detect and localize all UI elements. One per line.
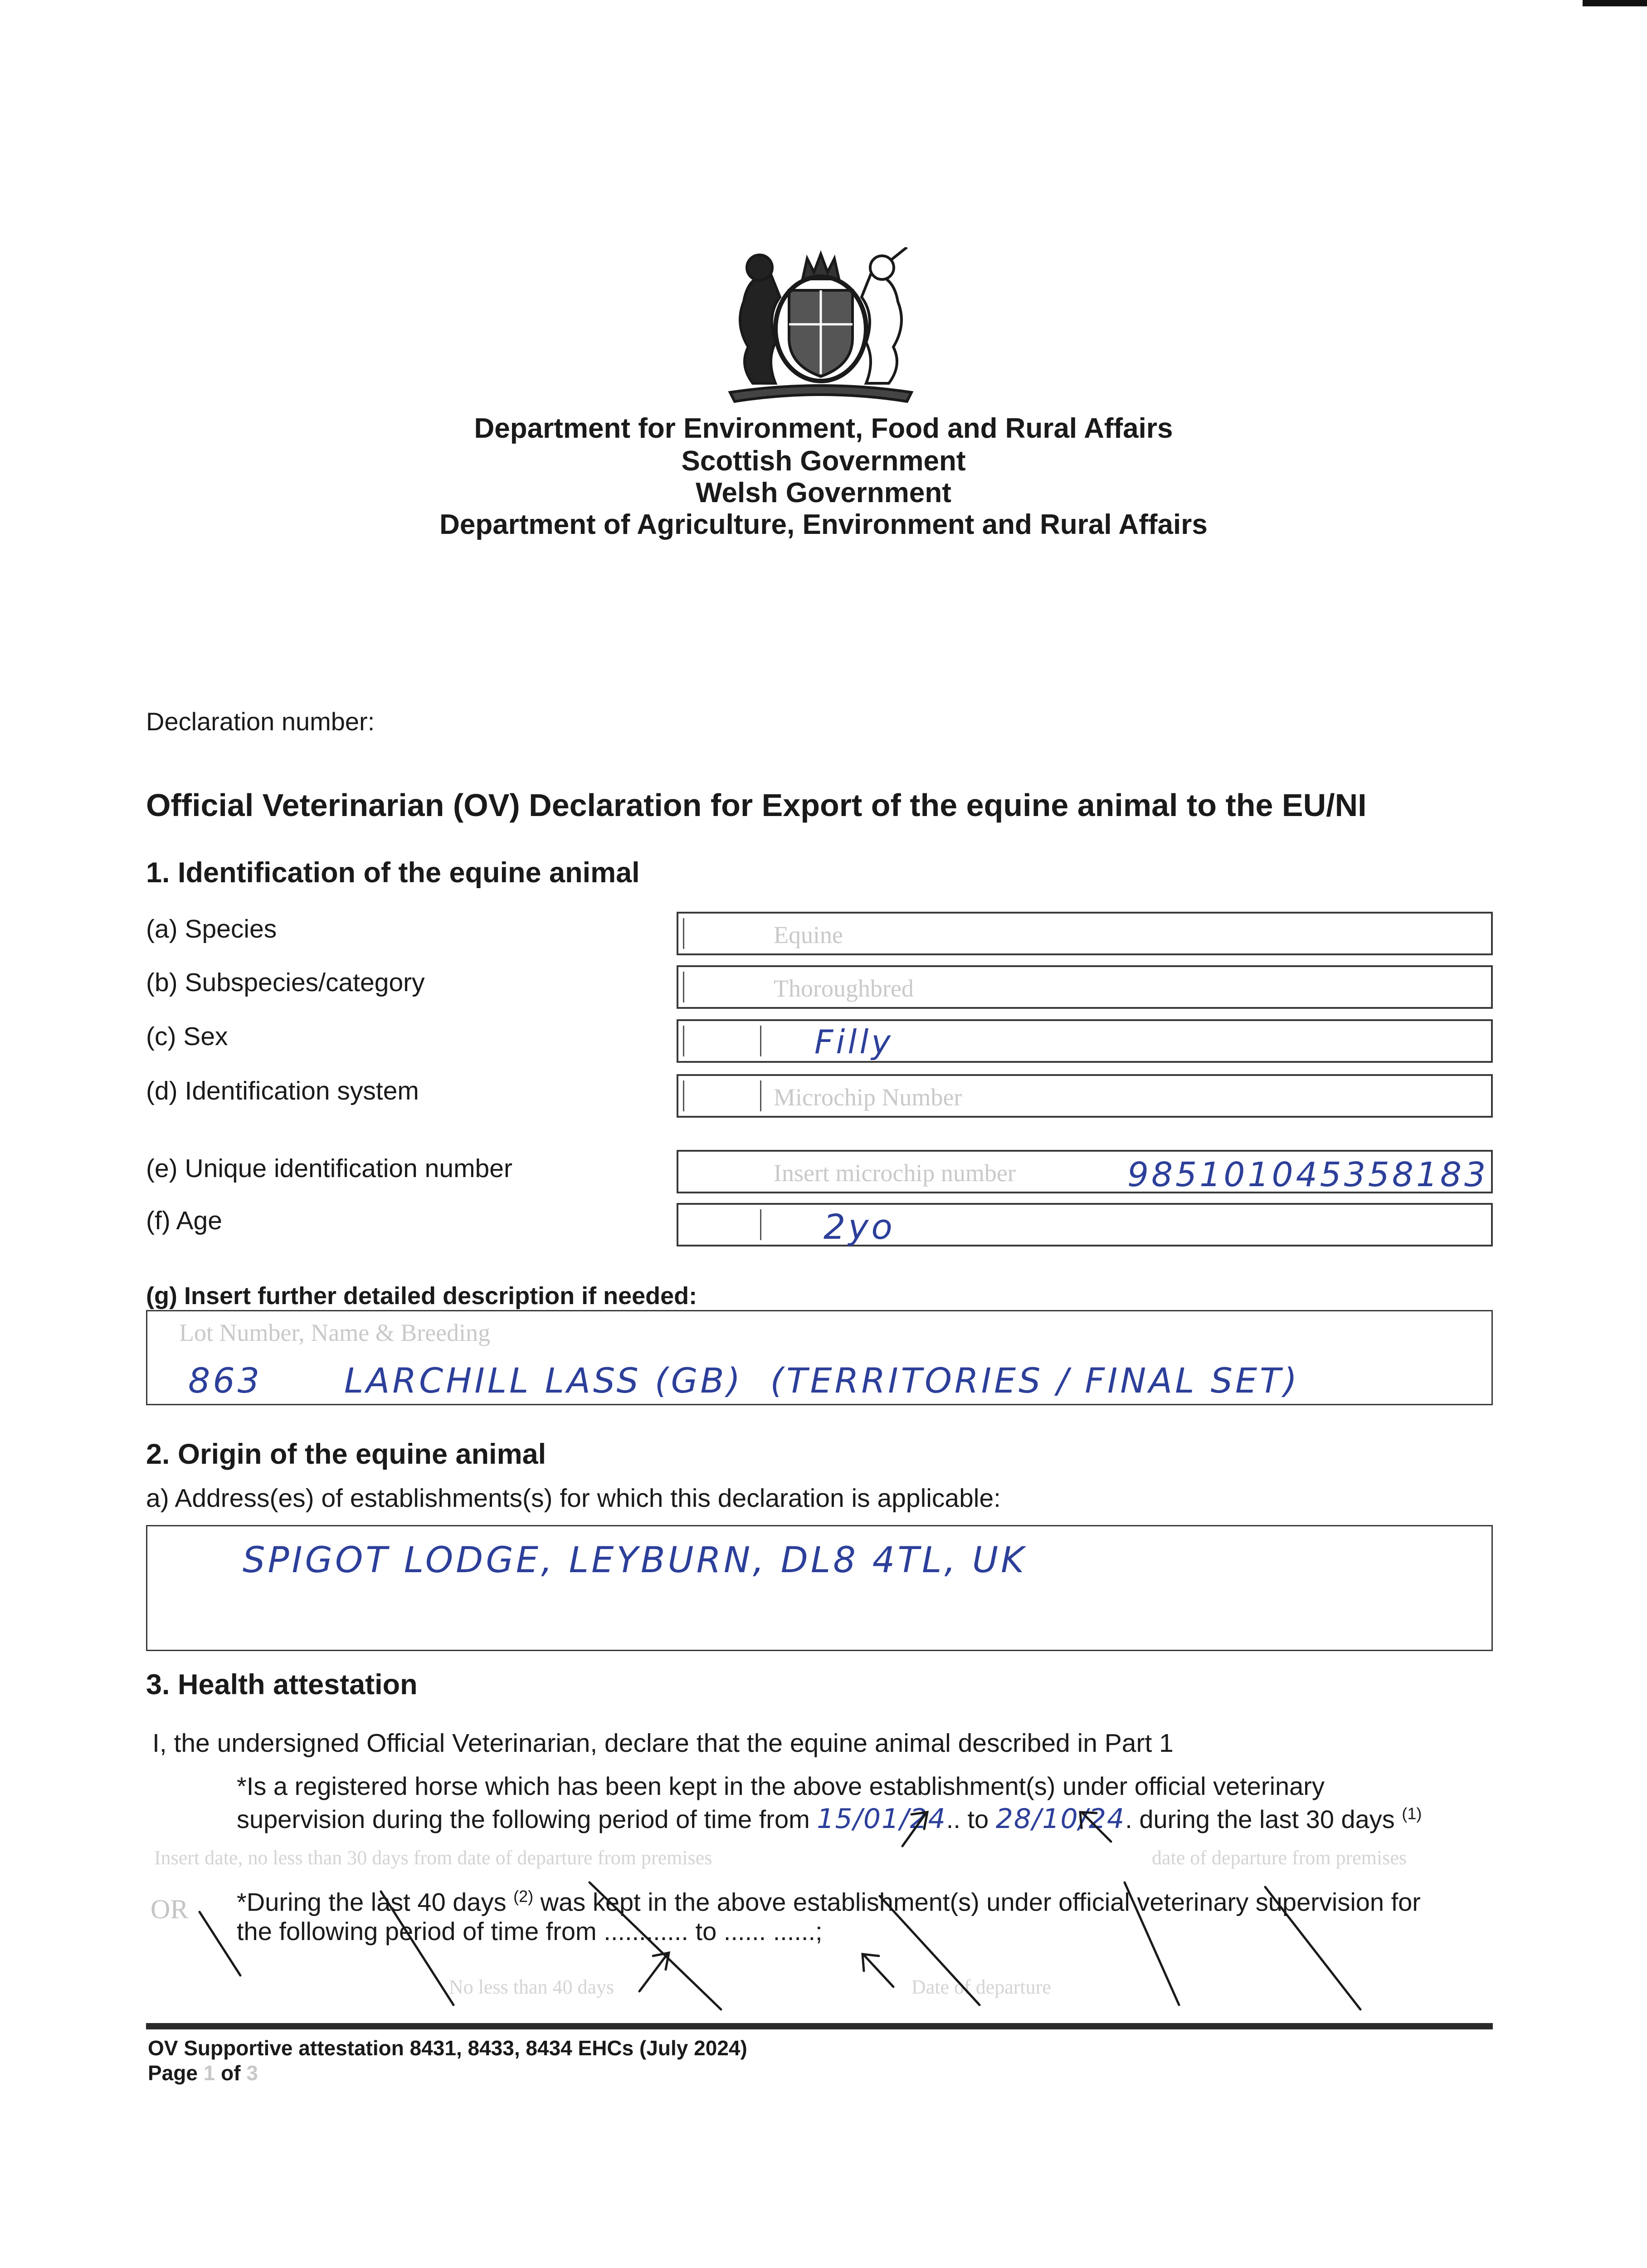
- footer-attestation-ref: OV Supportive attestation 8431, 8433, 8434 EHCs (July 2024): [148, 2036, 747, 2060]
- section1-heading: 1. Identification of the equine animal: [146, 857, 640, 889]
- option1-hint-right: date of departure from premises: [1152, 1847, 1407, 1869]
- option1-note: (1): [1402, 1804, 1422, 1823]
- of-word: of: [221, 2061, 241, 2085]
- department-line-defra: Department for Environment, Food and Rural Affairs: [474, 413, 1173, 444]
- page-title: Official Veterinarian (OV) Declaration for Export of the equine animal to the EU/NI: [146, 787, 1367, 823]
- attestation-intro: I, the undersigned Official Veterinarian, declare that the equine animal described in Part 1: [152, 1729, 1174, 1758]
- footer-page-number: [148, 2061, 258, 2085]
- sex-value: Filly: [814, 1023, 894, 1061]
- option1-from-date[interactable]: 15/01/24: [817, 1803, 946, 1835]
- option1-text-a: supervision during the following period of time from: [237, 1805, 817, 1833]
- subspecies-label: (b) Subspecies/category: [146, 968, 425, 997]
- species-placeholder: Equine: [774, 921, 843, 948]
- option1-text-b: . during the last 30 days: [1125, 1805, 1402, 1833]
- page-word: Page: [148, 2061, 198, 2085]
- description-label: (g) Insert further detailed description if needed:: [146, 1282, 697, 1310]
- page-total: 3: [246, 2061, 258, 2085]
- unique-id-placeholder: Insert microchip number: [774, 1159, 1016, 1187]
- species-label: (a) Species: [146, 914, 277, 943]
- description-placeholder: Lot Number, Name & Breeding: [179, 1319, 491, 1346]
- address-value: SPIGOT LODGE, LEYBURN, DL8 4TL, UK: [243, 1540, 1027, 1581]
- subspecies-placeholder: Thoroughbred: [774, 975, 914, 1002]
- option2-line2: the following period of time from ............ to ...... ......;: [237, 1917, 823, 1945]
- description-value: 863 LARCHILL LASS (GB) (TERRITORIES / FINAL SET): [188, 1360, 1300, 1401]
- section2-heading: 2. Origin of the equine animal: [146, 1438, 546, 1470]
- department-line-scottish-gov: Scottish Government: [681, 445, 966, 477]
- address-label: a) Address(es) of establishments(s) for which this declaration is applicable:: [146, 1484, 1001, 1513]
- section3-heading: 3. Health attestation: [146, 1669, 418, 1701]
- unique-id-value: 985101045358183: [1127, 1155, 1489, 1194]
- footer-divider: [146, 2023, 1493, 2029]
- option1-to-word: .. to: [946, 1805, 996, 1833]
- option1-hint: Insert date, no less than 30 days from date of departure from premises: [154, 1847, 712, 1869]
- option2-text-b: was kept in the above establishment(s) under official veterinary supervision for: [533, 1887, 1421, 1916]
- sex-label: (c) Sex: [146, 1022, 228, 1051]
- identification-system-placeholder: Microchip Number: [774, 1084, 962, 1111]
- or-label: OR: [151, 1894, 189, 1924]
- page-num: 1: [203, 2061, 215, 2085]
- option2-hint: No less than 40 days: [449, 1976, 614, 1998]
- unique-id-label: (e) Unique identification number: [146, 1154, 512, 1183]
- option2-hint-right: Date of departure: [911, 1976, 1051, 1998]
- option2-text-a: *During the last 40 days: [237, 1887, 514, 1916]
- option2-note: (2): [513, 1887, 534, 1906]
- option1-line1: *Is a registered horse which has been kept in the above establishment(s) under official veterinary: [237, 1772, 1325, 1800]
- department-line-daera: Department of Agriculture, Environment and Rural Affairs: [439, 509, 1208, 540]
- declaration-number-label: Declaration number:: [146, 707, 375, 736]
- identification-system-label: (d) Identification system: [146, 1076, 419, 1105]
- department-line-welsh-gov: Welsh Government: [696, 477, 951, 508]
- age-label: (f) Age: [146, 1206, 222, 1235]
- option1-to-date[interactable]: 28/10/24: [995, 1803, 1126, 1835]
- age-value: 2yo: [824, 1207, 895, 1247]
